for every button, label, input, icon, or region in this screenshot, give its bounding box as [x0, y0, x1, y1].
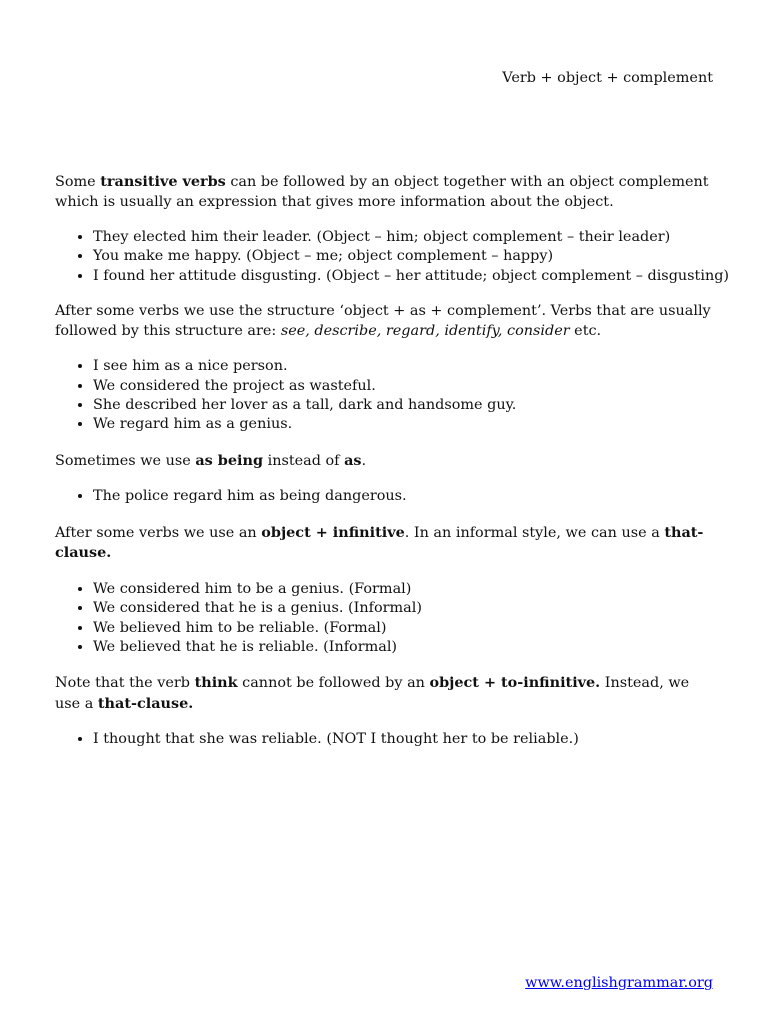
document-body: [55, 172, 730, 766]
list-item: • We believed him to be reliable. (Formal): [93, 619, 717, 638]
bold-text: transitive verbs: [100, 173, 226, 190]
list-item: • You make me happy. (Object – me; object complement – happy): [93, 247, 717, 266]
text: Note that the verb: [55, 675, 195, 692]
list-item: • We considered him to be a genius. (Formal): [93, 580, 717, 599]
list-item: • The police regard him as being dangerous.: [93, 487, 717, 506]
list-item: • They elected him their leader. (Object – him; object complement – their leader): [93, 228, 717, 247]
list-item: • I see him as a nice person.: [93, 357, 717, 376]
text: . In an informal style, we can use a: [404, 524, 665, 541]
list-item: • We regard him as a genius.: [93, 415, 717, 434]
text: Sometimes we use: [55, 452, 196, 469]
text: etc.: [569, 322, 602, 339]
bold-text: that-clause.: [55, 523, 704, 562]
paragraph-transitive-verbs: [55, 172, 717, 212]
text: Some: [55, 174, 101, 190]
text: After some verbs we use the structure ‘object + as + complement’. Verbs that are usually followed by this structure are:: [55, 303, 711, 339]
example-list-as: [55, 357, 717, 435]
bold-text: think: [194, 674, 238, 692]
text: After some verbs we use an: [55, 524, 262, 541]
list-item: • We considered that he is a genius. (Informal): [93, 599, 717, 618]
list-item: • We considered the project as wasteful.: [93, 377, 717, 396]
paragraph-object-infinitive: [55, 523, 717, 564]
text: instead of: [263, 452, 345, 469]
example-list-think: [55, 730, 717, 749]
example-list-infinitive: [55, 580, 717, 658]
example-list-object-complement: [55, 228, 730, 286]
list-item: • I found her attitude disgusting. (Object – her attitude; object complement – disgusting): [93, 267, 717, 286]
paragraph-object-as-complement: [55, 302, 717, 341]
list-item: • We believed that he is reliable. (Informal): [93, 638, 717, 657]
text: cannot be followed by an: [237, 675, 430, 692]
bold-text: as: [344, 451, 362, 469]
paragraph-think-note: [55, 673, 717, 714]
footer-website-link[interactable]: www.englishgrammar.org: [525, 975, 713, 991]
paragraph-as-being: [55, 451, 717, 472]
bold-text: as being: [195, 451, 264, 469]
list-item: • She described her lover as a tall, dark and handsome guy.: [93, 396, 717, 415]
italic-text: see, describe, regard, identify, consider: [280, 322, 570, 339]
bold-text: object + infinitive: [261, 523, 405, 541]
text: can be followed by an object together with an object complement which is usually an expression that gives more information about the object.: [55, 174, 709, 210]
text: Instead, we use a: [55, 675, 690, 712]
page-header-title: Verb + object + complement: [502, 70, 713, 86]
bold-text: object + to-infinitive.: [429, 674, 601, 692]
text: .: [361, 452, 367, 469]
bold-text: that-clause.: [97, 694, 194, 712]
example-list-as-being: [55, 487, 717, 506]
list-item: • I thought that she was reliable. (NOT I thought her to be reliable.): [93, 730, 717, 749]
